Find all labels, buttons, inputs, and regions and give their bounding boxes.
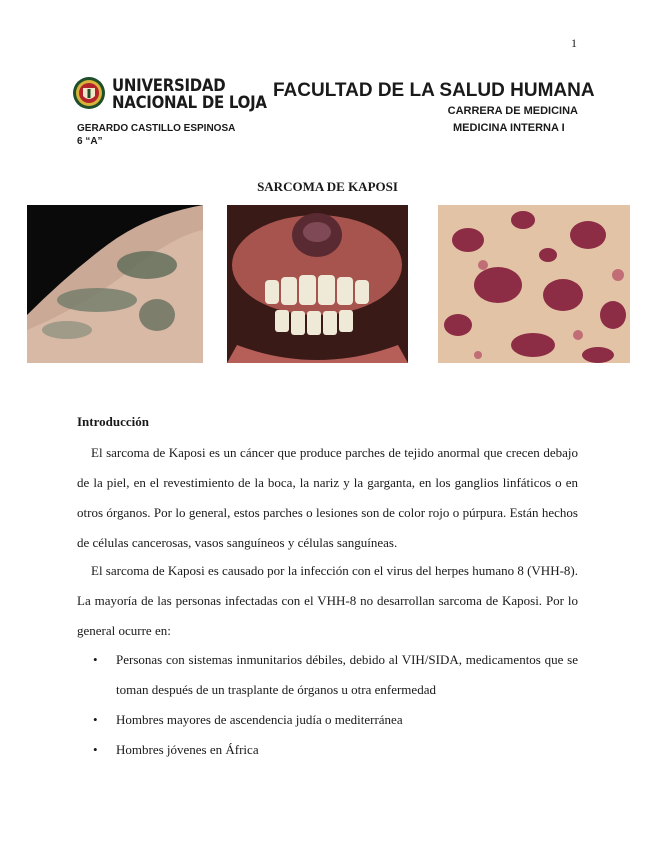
- university-name: [112, 78, 267, 112]
- paragraph-cause: El sarcoma de Kaposi es causado por la infección con el virus del herpes humano 8 (VHH-8). La mayoría de las personas infectadas con el VHH-8 no desarrollan sarcoma de Kaposi. Por lo general ocurre en:: [77, 563, 578, 638]
- list-item: [77, 735, 578, 765]
- bullet-icon: •: [93, 652, 98, 667]
- faculty-title: FACULTAD DE LA SALUD HUMANA: [273, 80, 595, 101]
- university-name-line2: NACIONAL DE LOJA: [112, 93, 267, 113]
- university-seal-logo: [72, 76, 106, 110]
- subject-name: MEDICINA INTERNA I: [453, 122, 565, 134]
- list-item-text: Hombres mayores de ascendencia judía o mediterránea: [116, 712, 403, 727]
- kaposi-skin-photo: [438, 205, 630, 363]
- list-item-text: Personas con sistemas inmunitarios débiles, debido al VIH/SIDA, medicamentos que se toman después de un trasplante de órganos u otra enfermedad: [116, 652, 578, 697]
- career-name: CARRERA DE MEDICINA: [447, 105, 578, 117]
- university-name-line1: UNIVERSIDAD: [112, 76, 226, 96]
- list-item-text: Hombres jóvenes en África: [116, 742, 259, 757]
- page-number: 1: [571, 36, 577, 50]
- risk-groups-list: [77, 645, 578, 765]
- author-block: [77, 122, 235, 148]
- kaposi-foot-photo: [27, 205, 203, 363]
- document-title: SARCOMA DE KAPOSI: [257, 179, 398, 194]
- paragraph-definition: El sarcoma de Kaposi es un cáncer que produce parches de tejido anormal que crecen debajo de la piel, en el revestimiento de la boca, la nariz y la garganta, en los ganglios linfáticos o en otros órganos. Por lo general, estos parches o lesiones son de color rojo o púrpura. Están hechos de células cancerosas, vasos sanguíneos y células sanguíneas.: [77, 445, 578, 550]
- author-name: GERARDO CASTILLO ESPINOSA: [77, 123, 236, 134]
- bullet-icon: •: [93, 742, 98, 757]
- section-heading: Introducción: [77, 414, 149, 429]
- kaposi-oral-photo: [227, 205, 408, 363]
- list-item: [77, 645, 578, 705]
- list-item: [77, 705, 578, 735]
- bullet-icon: •: [93, 712, 98, 727]
- author-group: 6 “A”: [77, 136, 103, 147]
